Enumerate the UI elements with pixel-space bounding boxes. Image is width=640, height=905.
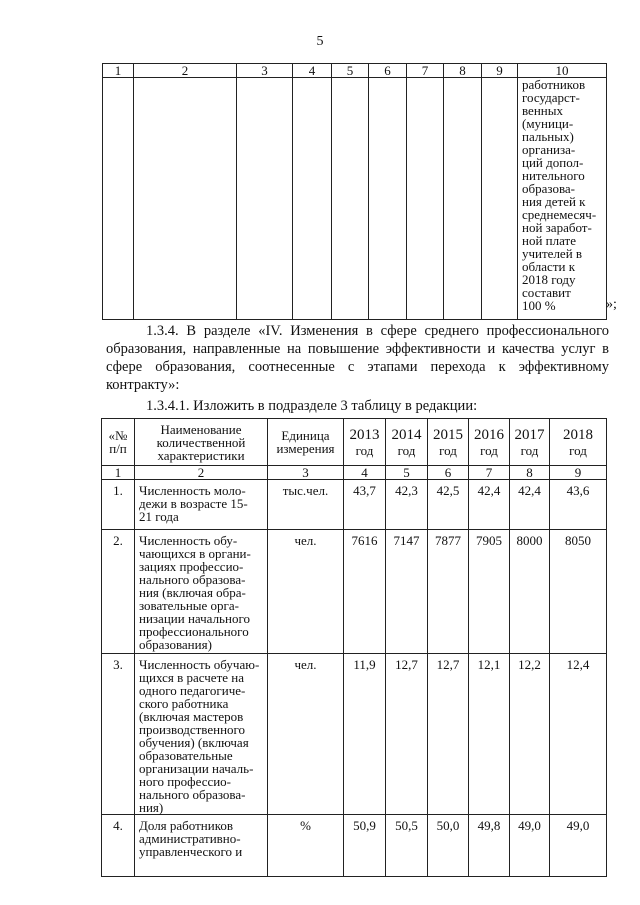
table-row: 2. Численность обу- чающихся в органи- зациях профессио- нального образова- ния (включая обра- зовательные орга- низации начального профессионального образования) чел. 7616 7147 7877 7905 8000 8050 [102, 530, 607, 654]
col-number: 5 [386, 466, 428, 480]
col-number: 3 [237, 64, 293, 78]
col-number: 8 [510, 466, 550, 480]
col-number: 9 [482, 64, 518, 78]
table-row: 1. Численность моло- дежи в возрасте 15- 21 года тыс.чел. 43,7 42,3 42,5 42,4 42,4 43,6 [102, 480, 607, 530]
col-number: 4 [293, 64, 332, 78]
page-number: 5 [316, 34, 324, 49]
indicators-table [101, 418, 607, 877]
header-name: Наименование количественной характеристики [135, 419, 268, 466]
header-year: 2013 год [344, 419, 386, 466]
col-number: 6 [369, 64, 407, 78]
col-number: 6 [428, 466, 469, 480]
col-number: 9 [550, 466, 607, 480]
col-number: 8 [444, 64, 482, 78]
table-row: 4. Доля работников административно- управленческого и % 50,9 50,5 50,0 49,8 49,0 49,0 [102, 815, 607, 877]
header-unit: Единица измерения [268, 419, 344, 466]
col-number: 10 [518, 64, 607, 78]
table-row: 3. Численность обучаю- щихся в расчете на одного педагогиче- ского работника (включая мастеров производственного обучения) (включая образовательные организации началь- ного профессио- нального образова- ния) чел. 11,9 12,7 12,7 12,1 12,2 12,4 [102, 654, 607, 815]
col-number: 1 [102, 466, 135, 480]
column-10-text: работников государст- венных (муници- пальных) организа- ций допол- нительного образова- ния детей к среднемесяч- ной заработ- ной плате учителей в области к 2018 году составит 100 % [518, 78, 607, 320]
closing-quote: »; [606, 297, 617, 312]
col-number: 7 [407, 64, 444, 78]
header-year: 2015 год [428, 419, 469, 466]
header-year: 2017 год [510, 419, 550, 466]
col-number: 2 [135, 466, 268, 480]
header-year: 2016 год [469, 419, 510, 466]
header-year: 2018 год [550, 419, 607, 466]
header-no: «№ п/п [102, 419, 135, 466]
paragraph-1-3-4-1: 1.3.4.1. Изложить в подразделе 3 таблицу в редакции: [146, 398, 478, 414]
col-number: 5 [332, 64, 369, 78]
table-row [103, 78, 607, 320]
col-number: 1 [103, 64, 134, 78]
header-year: 2014 год [386, 419, 428, 466]
col-number: 7 [469, 466, 510, 480]
column-number-row [102, 466, 607, 480]
col-number: 3 [268, 466, 344, 480]
col-number: 4 [344, 466, 386, 480]
continued-table [102, 63, 607, 320]
column-number-row [103, 64, 607, 78]
paragraph-1-3-4: 1.3.4. В разделе «IV. Изменения в сфере среднего профессионального образования, направленные на повышение эффективности и качества услуг в сфере образования, соотнесенные с этапами перехода к эффективному контракту»: [106, 323, 609, 393]
col-number: 2 [134, 64, 237, 78]
table-header-row [102, 419, 607, 466]
